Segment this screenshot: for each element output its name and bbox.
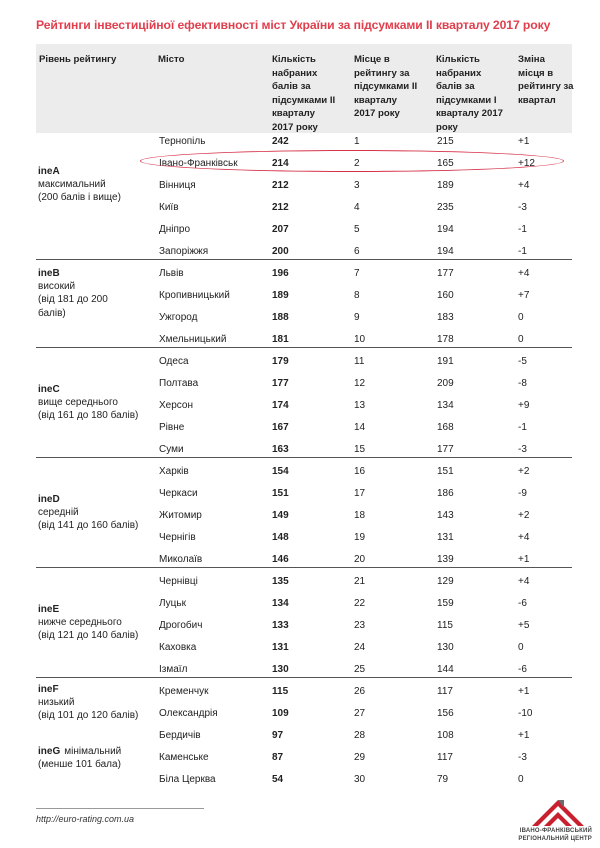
group-code: ineG — [38, 746, 61, 757]
points-q2-cell: 146 — [272, 554, 289, 565]
place-q2-cell: 20 — [354, 554, 366, 565]
page-title: Рейтинги інвестиційної ефективності міст України за підсумками ІІ кварталу 2017 року — [36, 18, 551, 32]
points-q1-cell: 139 — [437, 554, 454, 565]
header-level: Рівень рейтингу — [39, 54, 117, 65]
points-q2-cell: 54 — [272, 774, 284, 785]
place-q2-cell: 2 — [354, 158, 360, 169]
city-cell: Чернівці — [159, 576, 198, 587]
change-cell: +1 — [518, 686, 530, 697]
group-divider — [36, 347, 572, 348]
points-q1-cell: 115 — [437, 620, 453, 631]
city-cell: Івано-Франківськ — [159, 158, 238, 169]
place-q2-cell: 15 — [354, 444, 366, 455]
change-cell: +1 — [518, 554, 530, 565]
change-cell: +5 — [518, 620, 530, 631]
place-q2-cell: 29 — [354, 752, 366, 763]
points-q1-cell: 143 — [437, 510, 454, 521]
place-q2-cell: 17 — [354, 488, 366, 499]
rating-level-group — [38, 383, 158, 423]
points-q1-cell: 108 — [437, 730, 454, 741]
change-cell: -10 — [518, 708, 533, 719]
place-q2-cell: 16 — [354, 466, 366, 477]
city-cell: Чернігів — [159, 532, 196, 543]
points-q2-cell: 115 — [272, 686, 289, 697]
place-q2-cell: 8 — [354, 290, 360, 301]
group-level: мінімальний — [64, 746, 122, 757]
place-q2-cell: 7 — [354, 268, 360, 279]
city-cell: Кременчук — [159, 686, 209, 697]
place-q2-cell: 25 — [354, 664, 366, 675]
group-divider — [36, 457, 572, 458]
logo-text — [484, 828, 592, 843]
header-change: Зміна місця в рейтингу за квартал — [518, 54, 574, 106]
points-q1-cell: 129 — [437, 576, 454, 587]
group-level: вище середнього — [38, 397, 118, 409]
group-range: (від 101 до 120 балів) — [38, 710, 139, 722]
change-cell: -1 — [518, 422, 527, 433]
change-cell: -1 — [518, 246, 527, 257]
place-q2-cell: 14 — [354, 422, 366, 433]
place-q2-cell: 1 — [354, 136, 360, 147]
points-q2-cell: 174 — [272, 400, 289, 411]
points-q1-cell: 168 — [437, 422, 454, 433]
place-q2-cell: 4 — [354, 202, 360, 213]
footer-divider — [36, 808, 204, 809]
change-cell: -6 — [518, 598, 527, 609]
points-q2-cell: 133 — [272, 620, 289, 631]
points-q1-cell: 215 — [437, 136, 454, 147]
city-cell: Хмельницький — [159, 334, 227, 345]
change-cell: +2 — [518, 466, 530, 477]
points-q1-cell: 191 — [437, 356, 454, 367]
city-cell: Дніпро — [159, 224, 191, 235]
header-points-q1: Кількість набраних балів за підсумками І кварталу 2017 року — [436, 54, 503, 133]
city-cell: Каховка — [159, 642, 197, 653]
group-level: нижче середнього — [38, 617, 122, 629]
points-q1-cell: 160 — [437, 290, 454, 301]
change-cell: 0 — [518, 312, 524, 323]
group-level: максимальний — [38, 179, 106, 191]
place-q2-cell: 10 — [354, 334, 366, 345]
points-q1-cell: 194 — [437, 246, 454, 257]
change-cell: -3 — [518, 752, 527, 763]
points-q1-cell: 186 — [437, 488, 454, 499]
city-cell: Черкаси — [159, 488, 198, 499]
change-cell: +4 — [518, 180, 530, 191]
place-q2-cell: 12 — [354, 378, 366, 389]
group-code: ineE — [38, 604, 60, 615]
group-level: середній — [38, 507, 79, 519]
city-cell: Харків — [159, 466, 189, 477]
place-q2-cell: 28 — [354, 730, 366, 741]
change-cell: +1 — [518, 136, 530, 147]
group-divider — [36, 677, 572, 678]
city-cell: Каменське — [159, 752, 209, 763]
group-range: (200 балів і вище) — [38, 192, 121, 204]
group-divider — [36, 567, 572, 568]
rating-level-group — [38, 745, 158, 771]
city-cell: Рівне — [159, 422, 185, 433]
city-cell: Ізмаїл — [159, 664, 188, 675]
rating-level-group — [38, 267, 138, 320]
change-cell: -9 — [518, 488, 527, 499]
place-q2-cell: 30 — [354, 774, 366, 785]
city-cell: Дрогобич — [159, 620, 203, 631]
points-q1-cell: 117 — [437, 686, 453, 697]
points-q2-cell: 214 — [272, 158, 289, 169]
rating-level-group — [38, 683, 158, 723]
points-q2-cell: 130 — [272, 664, 289, 675]
points-q1-cell: 177 — [437, 444, 454, 455]
points-q1-cell: 194 — [437, 224, 454, 235]
group-code: ineB — [38, 268, 60, 279]
city-cell: Біла Церква — [159, 774, 216, 785]
group-code: ineC — [38, 384, 60, 395]
city-cell: Запоріжжя — [159, 246, 209, 257]
city-cell: Херсон — [159, 400, 193, 411]
place-q2-cell: 13 — [354, 400, 366, 411]
points-q1-cell: 177 — [437, 268, 454, 279]
roof-logo-icon — [528, 796, 588, 828]
group-range: (від 161 до 180 балів) — [38, 410, 139, 422]
points-q2-cell: 87 — [272, 752, 284, 763]
place-q2-cell: 5 — [354, 224, 360, 235]
change-cell: -6 — [518, 664, 527, 675]
change-cell: -3 — [518, 444, 527, 455]
rating-level-group — [38, 603, 158, 643]
group-range: (менше 101 бала) — [38, 759, 121, 771]
points-q1-cell: 131 — [437, 532, 454, 543]
change-cell: +7 — [518, 290, 530, 301]
points-q1-cell: 165 — [437, 158, 454, 169]
points-q2-cell: 151 — [272, 488, 289, 499]
place-q2-cell: 3 — [354, 180, 360, 191]
city-cell: Полтава — [159, 378, 199, 389]
city-cell: Суми — [159, 444, 184, 455]
points-q1-cell: 178 — [437, 334, 454, 345]
city-cell: Олександрія — [159, 708, 218, 719]
place-q2-cell: 27 — [354, 708, 366, 719]
points-q2-cell: 188 — [272, 312, 289, 323]
city-cell: Львів — [159, 268, 184, 279]
points-q2-cell: 177 — [272, 378, 289, 389]
points-q1-cell: 235 — [437, 202, 454, 213]
points-q2-cell: 134 — [272, 598, 289, 609]
city-cell: Кропивницький — [159, 290, 230, 301]
logo-line-1: ІВАНО-ФРАНКІВСЬКИЙ — [519, 828, 592, 834]
points-q2-cell: 200 — [272, 246, 289, 257]
points-q2-cell: 149 — [272, 510, 289, 521]
points-q2-cell: 131 — [272, 642, 289, 653]
points-q2-cell: 212 — [272, 202, 289, 213]
points-q2-cell: 154 — [272, 466, 289, 477]
change-cell: 0 — [518, 334, 524, 345]
city-cell: Одеса — [159, 356, 189, 367]
points-q1-cell: 151 — [437, 466, 454, 477]
points-q2-cell: 212 — [272, 180, 289, 191]
change-cell: 0 — [518, 642, 524, 653]
points-q2-cell: 181 — [272, 334, 289, 345]
city-cell: Ужгород — [159, 312, 198, 323]
group-code: ineF — [38, 684, 59, 695]
change-cell: -1 — [518, 224, 527, 235]
points-q2-cell: 179 — [272, 356, 289, 367]
header-place-q2: Місце в рейтингу за підсумками ІІ кварталу 2017 року — [354, 54, 418, 119]
place-q2-cell: 22 — [354, 598, 366, 609]
place-q2-cell: 19 — [354, 532, 366, 543]
change-cell: +9 — [518, 400, 530, 411]
change-cell: -3 — [518, 202, 527, 213]
group-code: ineD — [38, 494, 60, 505]
group-level: високий — [38, 281, 76, 293]
points-q1-cell: 134 — [437, 400, 454, 411]
group-range: (від 121 до 140 балів) — [38, 630, 139, 642]
points-q2-cell: 242 — [272, 136, 289, 147]
change-cell: -5 — [518, 356, 527, 367]
city-cell: Вінниця — [159, 180, 196, 191]
rating-level-group — [38, 493, 158, 533]
rating-level-group — [38, 165, 158, 205]
place-q2-cell: 6 — [354, 246, 360, 257]
city-cell: Луцьк — [159, 598, 186, 609]
place-q2-cell: 23 — [354, 620, 366, 631]
points-q1-cell: 189 — [437, 180, 454, 191]
header-city: Місто — [158, 54, 185, 65]
change-cell: +2 — [518, 510, 530, 521]
city-cell: Житомир — [159, 510, 202, 521]
points-q2-cell: 207 — [272, 224, 289, 235]
points-q1-cell: 144 — [437, 664, 454, 675]
change-cell: +12 — [518, 158, 535, 169]
group-divider — [36, 259, 572, 260]
points-q2-cell: 148 — [272, 532, 289, 543]
points-q2-cell: 167 — [272, 422, 289, 433]
change-cell: +4 — [518, 576, 530, 587]
city-cell: Київ — [159, 202, 179, 213]
change-cell: +1 — [518, 730, 530, 741]
points-q1-cell: 183 — [437, 312, 454, 323]
place-q2-cell: 18 — [354, 510, 366, 521]
points-q1-cell: 156 — [437, 708, 454, 719]
place-q2-cell: 26 — [354, 686, 366, 697]
points-q2-cell: 163 — [272, 444, 289, 455]
group-range: (від 181 до 200 балів) — [38, 294, 108, 319]
change-cell: 0 — [518, 774, 524, 785]
points-q1-cell: 117 — [437, 752, 453, 763]
city-cell: Миколаїв — [159, 554, 203, 565]
source-url[interactable]: http://euro-rating.com.ua — [36, 814, 135, 824]
group-code: ineA — [38, 166, 60, 177]
points-q2-cell: 135 — [272, 576, 289, 587]
place-q2-cell: 21 — [354, 576, 366, 587]
table-header — [36, 44, 572, 133]
change-cell: -8 — [518, 378, 527, 389]
points-q2-cell: 97 — [272, 730, 284, 741]
logo-line-2: РЕГІОНАЛЬНИЙ ЦЕНТР — [518, 835, 592, 842]
header-points-q2: Кількість набраних балів за підсумками ІІ кварталу 2017 року — [272, 54, 336, 133]
points-q2-cell: 189 — [272, 290, 289, 301]
points-q2-cell: 109 — [272, 708, 289, 719]
points-q2-cell: 196 — [272, 268, 289, 279]
place-q2-cell: 9 — [354, 312, 360, 323]
change-cell: +4 — [518, 532, 530, 543]
change-cell: +4 — [518, 268, 530, 279]
points-q1-cell: 159 — [437, 598, 454, 609]
points-q1-cell: 130 — [437, 642, 454, 653]
city-cell: Тернопіль — [159, 136, 206, 147]
points-q1-cell: 79 — [437, 774, 449, 785]
group-level: низький — [38, 697, 75, 709]
city-cell: Бердичів — [159, 730, 201, 741]
place-q2-cell: 11 — [354, 356, 365, 367]
highlight-oval — [140, 150, 564, 172]
points-q1-cell: 209 — [437, 378, 454, 389]
place-q2-cell: 24 — [354, 642, 366, 653]
group-range: (від 141 до 160 балів) — [38, 520, 139, 532]
